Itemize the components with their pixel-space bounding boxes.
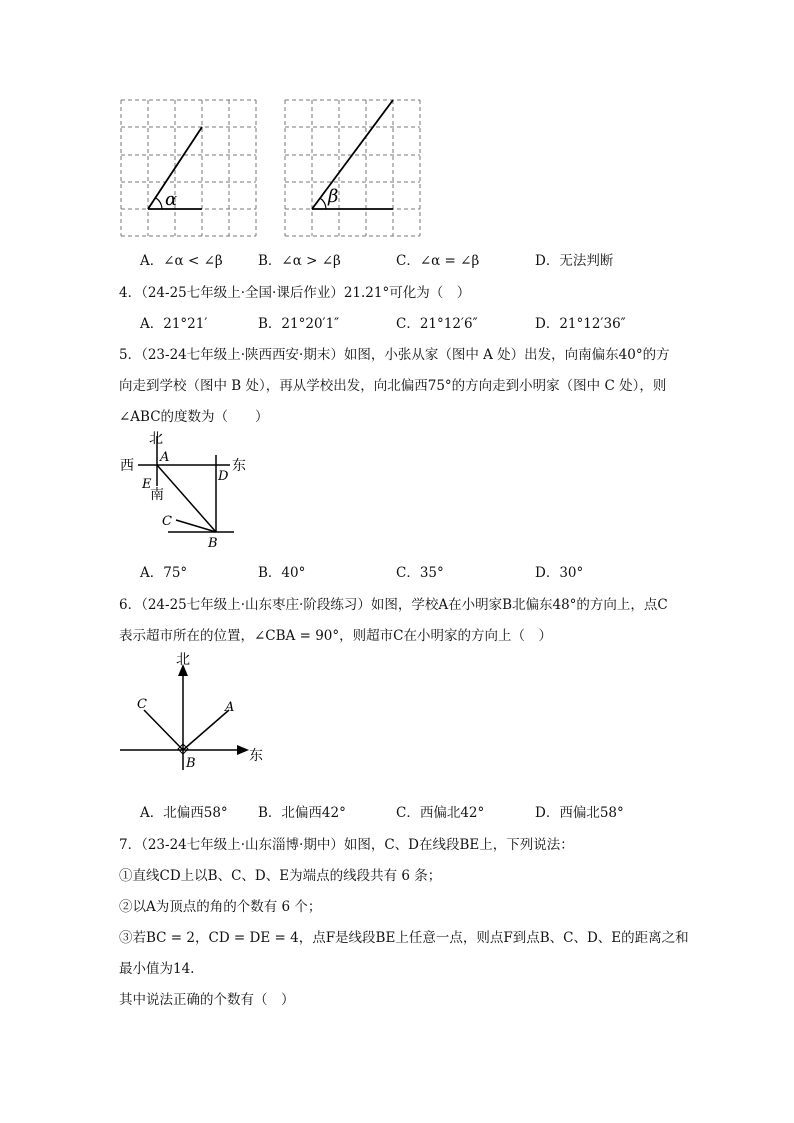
q5-north: 北 xyxy=(149,431,163,447)
q3-option-d: D．无法判断 xyxy=(535,253,614,269)
q7-item1: ①直线CD上以B、C、D、E为端点的线段共有 6 条； xyxy=(119,868,442,884)
q5-label-c: C xyxy=(162,514,172,529)
q7-question: 其中说法正确的个数有（ ） xyxy=(119,992,295,1008)
q5-west: 西 xyxy=(120,458,134,474)
q5-stem-line2: 向走到学校（图中 B 处），再从学校出发，向北偏西75°的方向走到小明家（图中 C 处），则 xyxy=(119,378,667,394)
east-arrowhead xyxy=(237,745,249,755)
q6-figure xyxy=(115,648,275,773)
q6-stem-line2: 表示超市所在的位置，∠CBA = 90°，则超市C在小明家的方向上（ ） xyxy=(119,628,552,644)
q5-label-a: A xyxy=(160,450,170,465)
q5-south: 南 xyxy=(150,487,164,503)
q4-option-b: B．21°20′1″ xyxy=(258,316,340,332)
q6-north: 北 xyxy=(176,652,190,668)
alpha-label: α xyxy=(165,189,178,210)
q5-option-c: C．35° xyxy=(396,565,444,581)
q6-label-a: A xyxy=(225,700,235,715)
q6-stem-line1: 6．（24-25七年级上·山东枣庄·阶段练习）如图，学校A在小明家B北偏东48°的方向上，点C xyxy=(119,597,668,613)
q4-option-a: A．21°21′ xyxy=(140,316,208,332)
q6-label-b: B xyxy=(186,756,196,771)
q4-stem: 4．（24-25七年级上·全国·课后作业）21.21°可化为（ ） xyxy=(119,285,471,301)
q3-option-a: A．∠α < ∠β xyxy=(140,253,223,269)
q5-option-b: B．40° xyxy=(258,565,306,581)
q7-item2: ②以A为顶点的角的个数有 6 个； xyxy=(119,899,322,915)
q6-option-a: A．北偏西58° xyxy=(140,805,228,821)
q4-option-c: C．21°12′6″ xyxy=(396,316,478,332)
q5-label-b: B xyxy=(208,536,218,551)
q7-item3-line2: 最小值为14. xyxy=(119,961,195,977)
angle-grid-figures xyxy=(0,0,794,250)
q7-item3-line1: ③若BC = 2，CD = DE = 4，点F是线段BE上任意一点，则点F到点B、C、D、E的距离之和 xyxy=(119,930,689,946)
beta-label: β xyxy=(328,186,339,207)
q5-option-d: D．30° xyxy=(535,565,584,581)
q5-east: 东 xyxy=(232,458,246,474)
q5-option-a: A．75° xyxy=(140,565,188,581)
q5-stem-line3: ∠ABC的度数为（ ） xyxy=(119,409,269,425)
q5-figure xyxy=(110,428,260,553)
q6-option-d: D．西偏北58° xyxy=(535,805,624,821)
q3-option-b: B．∠α > ∠β xyxy=(258,253,341,269)
q6-east: 东 xyxy=(249,748,263,764)
q6-option-c: C．西偏北42° xyxy=(396,805,485,821)
q6-option-b: B．北偏西42° xyxy=(258,805,346,821)
q5-stem-line1: 5．（23-24七年级上·陕西西安·期末）如图，小张从家（图中 A 处）出发，向南偏东40°的方 xyxy=(119,347,670,363)
q3-option-c: C．∠α = ∠β xyxy=(396,253,480,269)
q6-label-c: C xyxy=(137,697,147,712)
beta-angle xyxy=(312,100,393,209)
q4-option-d: D．21°12′36″ xyxy=(535,316,626,332)
q5-label-d: D xyxy=(218,469,229,484)
beta-grid xyxy=(285,100,420,236)
q5-label-e: E xyxy=(142,477,152,492)
q7-stem: 7．（23-24七年级上·山东淄博·期中）如图，C、D在线段BE上，下列说法： xyxy=(119,837,574,853)
alpha-grid xyxy=(121,100,256,236)
